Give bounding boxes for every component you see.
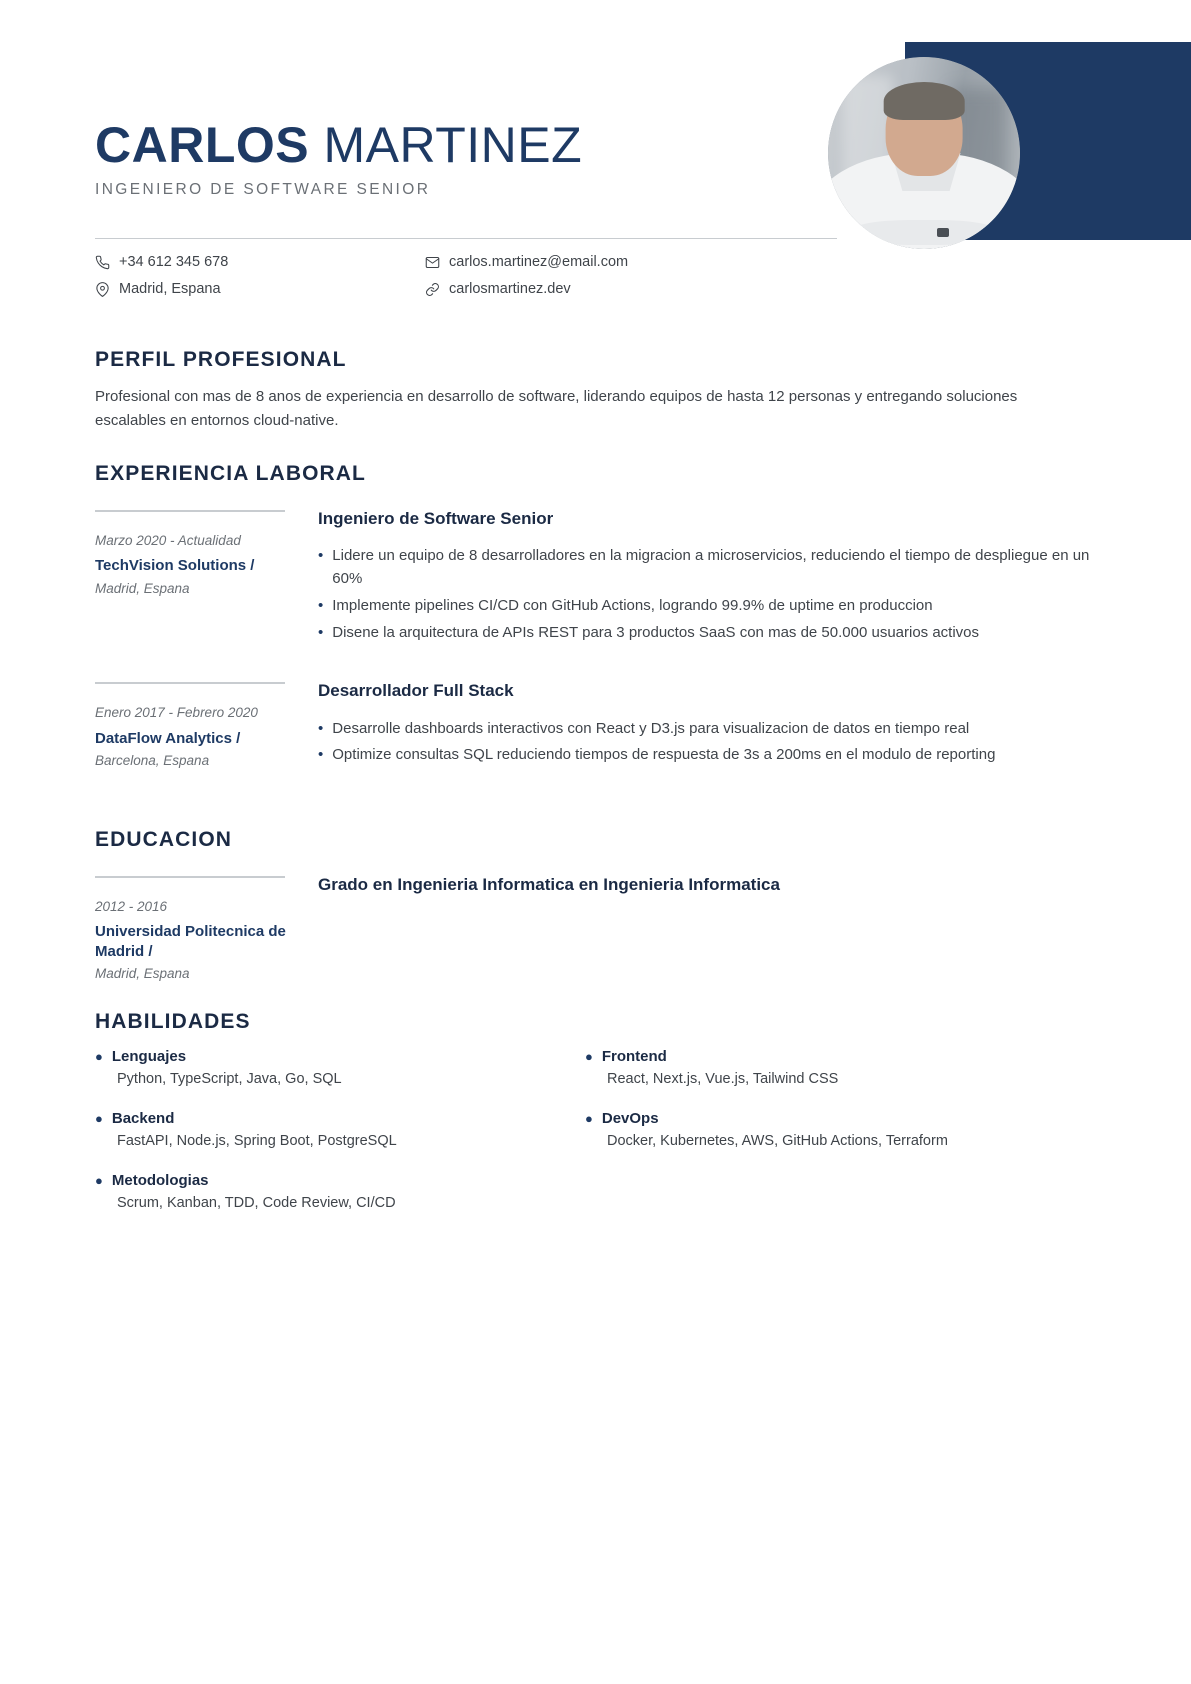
bullet-dot: • — [318, 596, 324, 614]
website-text: carlosmartinez.dev — [449, 281, 571, 297]
entry-meta — [95, 680, 318, 771]
section-skills — [95, 1010, 1095, 1214]
entry-place: Barcelona, Espana — [95, 753, 210, 769]
entry-dates: 2012 - 2016 — [95, 899, 168, 914]
section-profile — [95, 348, 1095, 432]
bullet-dot-icon: ● — [585, 1111, 593, 1127]
name-block — [95, 118, 582, 199]
skill-category-name: Frontend — [601, 1048, 667, 1065]
contact-phone[interactable] — [95, 254, 425, 270]
skill-category — [585, 1110, 1095, 1127]
entry-organization: Universidad Politecnica de Madrid / — [95, 923, 286, 960]
bullet-text: Disene la arquitectura de APIs REST para 3 productos SaaS con mas de 50.000 usuarios activos — [332, 623, 980, 641]
entry-dates: Enero 2017 - Febrero 2020 — [95, 705, 258, 721]
bullet-item — [318, 595, 1095, 618]
entry-bullets — [318, 545, 1095, 644]
email-text: carlos.martinez@email.com — [449, 254, 629, 270]
skill-items: Docker, Kubernetes, AWS, GitHub Actions, Terraform — [607, 1133, 948, 1150]
meta-divider — [95, 510, 285, 512]
location-text: Madrid, Espana — [119, 281, 221, 297]
skill-items: Python, TypeScript, Java, Go, SQL — [117, 1071, 342, 1087]
section-title-experience: EXPERIENCIA LABORAL — [95, 462, 366, 485]
skill-category-name: DevOps — [601, 1110, 659, 1128]
bullet-item — [318, 622, 1095, 645]
bullet-text: Optimize consultas SQL reduciendo tiempos de respuesta de 3s a 200ms en el modulo de reporting — [332, 746, 996, 764]
phone-icon — [95, 255, 110, 270]
profile-summary: Profesional con mas de 8 anos de experiencia en desarrollo de software, liderando equipos de hasta 12 personas y entregando soluciones escalables en entornos cloud-native. — [95, 388, 1018, 429]
entry-role: Ingeniero de Software Senior — [318, 509, 554, 528]
section-title-skills: HABILIDADES — [95, 1010, 251, 1033]
entry-role: Desarrollador Full Stack — [318, 681, 514, 701]
entry-bullets — [318, 718, 1095, 768]
skill-category — [95, 1048, 585, 1065]
experience-entry — [95, 680, 1095, 771]
skill-group — [95, 1048, 585, 1090]
entry-meta — [95, 874, 318, 981]
contact-email[interactable] — [425, 254, 855, 270]
bullet-dot: • — [318, 719, 324, 737]
entry-place: Madrid, Espana — [95, 580, 190, 596]
bullet-dot-icon: ● — [585, 1049, 593, 1064]
bullet-dot-icon: ● — [95, 1173, 103, 1189]
entry-organization: TechVision Solutions / — [95, 557, 255, 575]
entry-organization: DataFlow Analytics / — [95, 729, 241, 747]
bullet-dot-icon: ● — [95, 1049, 103, 1064]
profile-photo — [828, 57, 1020, 249]
bullet-dot-icon: ● — [95, 1111, 103, 1127]
bullet-dot: • — [318, 547, 324, 565]
skill-group — [585, 1048, 1095, 1090]
contact-block — [95, 254, 855, 297]
skill-category-name: Metodologias — [111, 1172, 209, 1190]
skill-category-name: Backend — [111, 1110, 175, 1128]
last-name: MARTINEZ — [323, 117, 583, 173]
bullet-dot: • — [318, 746, 324, 764]
link-icon — [425, 282, 440, 297]
skill-category — [585, 1048, 1095, 1065]
location-pin-icon — [95, 282, 110, 297]
skill-items: React, Next.js, Vue.js, Tailwind CSS — [607, 1071, 839, 1087]
bullet-dot: • — [318, 623, 324, 641]
portrait-image — [828, 57, 1020, 249]
header-divider — [95, 238, 837, 239]
email-icon — [425, 255, 440, 270]
entry-body — [318, 508, 1095, 648]
section-experience — [95, 462, 1095, 771]
skill-category — [95, 1172, 585, 1189]
bullet-text: Lidere un equipo de 8 desarrolladores en la migracion a microservicios, reduciendo el tiempo de despliegue en un 60% — [332, 547, 1090, 588]
skill-category — [95, 1110, 585, 1127]
entry-meta — [95, 508, 318, 648]
entry-dates: Marzo 2020 - Actualidad — [95, 533, 241, 548]
entry-body — [318, 874, 1095, 981]
section-title-education: EDUCACION — [95, 828, 233, 851]
skill-group — [95, 1172, 585, 1214]
contact-website[interactable] — [425, 281, 855, 297]
skills-grid — [95, 1048, 1095, 1214]
section-title-profile: PERFIL PROFESIONAL — [95, 348, 347, 371]
bullet-item — [318, 545, 1095, 591]
skill-group — [95, 1110, 585, 1152]
meta-divider — [95, 682, 285, 684]
bullet-text: Desarrolle dashboards interactivos con React y D3.js para visualizacion de datos en tiempo real — [332, 719, 970, 737]
job-title: INGENIERO DE SOFTWARE SENIOR — [95, 181, 431, 198]
meta-divider — [95, 876, 285, 878]
education-entry — [95, 874, 1095, 981]
entry-body — [318, 680, 1095, 771]
entry-degree: Grado en Ingenieria Informatica en Ingenieria Informatica — [318, 875, 780, 894]
bullet-item — [318, 744, 1095, 767]
experience-entry — [95, 508, 1095, 648]
section-education — [95, 828, 1095, 981]
contact-location — [95, 281, 425, 297]
bullet-item — [318, 718, 1095, 741]
entry-place: Madrid, Espana — [95, 966, 190, 982]
bullet-text: Implemente pipelines CI/CD con GitHub Actions, logrando 99.9% de uptime en produccion — [332, 596, 933, 614]
first-name: CARLOS — [95, 117, 310, 173]
full-name — [95, 118, 582, 172]
phone-text: +34 612 345 678 — [119, 254, 229, 270]
skill-items: Scrum, Kanban, TDD, Code Review, CI/CD — [117, 1195, 396, 1212]
skill-category-name: Lenguajes — [111, 1048, 187, 1065]
skill-items: FastAPI, Node.js, Spring Boot, PostgreSQL — [117, 1133, 397, 1150]
skill-group — [585, 1110, 1095, 1152]
